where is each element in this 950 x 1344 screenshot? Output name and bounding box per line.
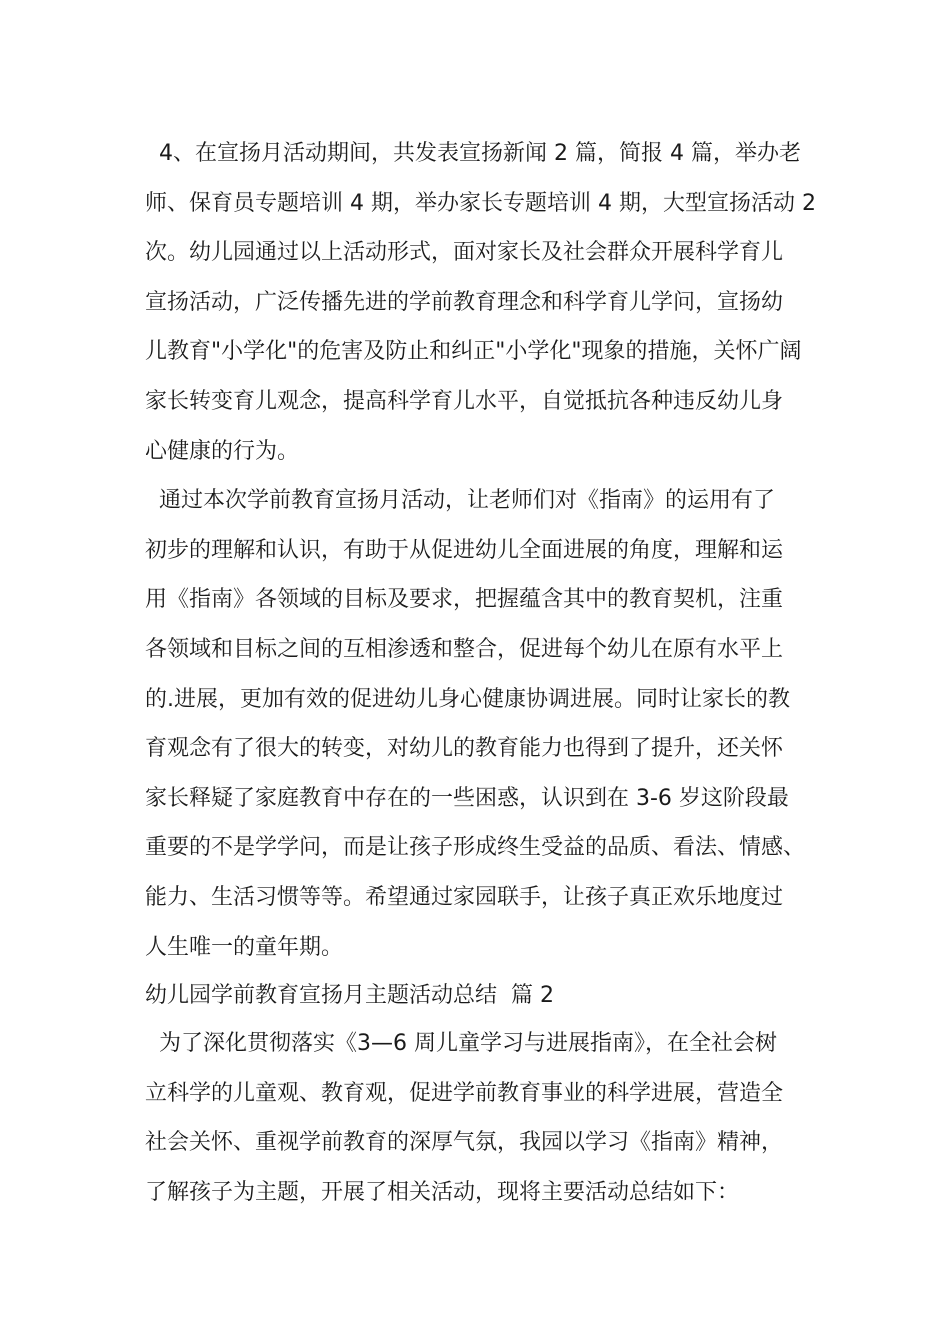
document-body — [145, 129, 825, 1217]
text-line: 育观念有了很大的转变，对幼儿的教育能力也得到了提升，还关怀 — [145, 736, 784, 762]
text-line: 心健康的行为。 — [145, 438, 300, 464]
text-line: 4、在宣扬月活动期间，共发表宣扬新闻 2 篇，简报 4 篇，举办老 — [145, 141, 801, 166]
section-heading: 幼儿园学前教育宣扬月主题活动总结 篇 2 — [145, 983, 554, 1009]
paragraph-outcomes — [145, 476, 825, 972]
paragraph-activity-stats — [145, 129, 825, 476]
text-line: 次。幼儿园通过以上活动形式，面对家长及社会群众开展科学育儿 — [145, 240, 784, 266]
paragraph-introduction — [145, 1019, 825, 1217]
text-line: 立科学的儿童观、教育观，促进学前教育事业的科学进展，营造全 — [145, 1080, 784, 1106]
text-line: 各领域和目标之间的互相渗透和整合，促进每个幼儿在原有水平上 — [145, 636, 784, 662]
text-line: 通过本次学前教育宣扬月活动，让老师们对《指南》的运用有了 — [145, 488, 775, 514]
text-line: 社会关怀、重视学前教育的深厚气氛，我园以学习《指南》精神， — [145, 1130, 784, 1156]
text-line: 重要的不是学学问，而是让孩子形成终生受益的品质、看法、情感、 — [145, 835, 806, 861]
text-line: 用《指南》各领域的目标及要求，把握蕴含其中的教育契机，注重 — [145, 587, 784, 613]
text-line: 师、保育员专题培训 4 期，举办家长专题培训 4 期，大型宣扬活动 2 — [145, 190, 816, 216]
text-line: 宣扬活动，广泛传播先进的学前教育理念和科学育儿学问，宣扬幼 — [145, 289, 784, 315]
text-line: 能力、生活习惯等等。希望通过家园联手，让孩子真正欢乐地度过 — [145, 884, 784, 910]
text-line: 初步的理解和认识，有助于从促进幼儿全面进展的角度，理解和运 — [145, 537, 784, 563]
text-line: 的.进展，更加有效的促进幼儿身心健康协调进展。同时让家长的教 — [145, 686, 790, 712]
text-line: 家长释疑了家庭教育中存在的一些困惑，认识到在 3-6 岁这阶段最 — [145, 785, 789, 811]
text-line: 儿教育"小学化"的危害及防止和纠正"小学化"现象的措施，关怀广阔 — [145, 339, 802, 365]
text-line: 为了深化贯彻落实《3—6 周儿童学习与进展指南》，在全社会树 — [145, 1031, 777, 1057]
text-line: 家长转变育儿观念，提高科学育儿水平，自觉抵抗各种违反幼儿身 — [145, 388, 784, 414]
text-line: 人生唯一的童年期。 — [145, 934, 344, 960]
text-line: 了解孩子为主题，开展了相关活动，现将主要活动总结如下： — [145, 1179, 740, 1205]
